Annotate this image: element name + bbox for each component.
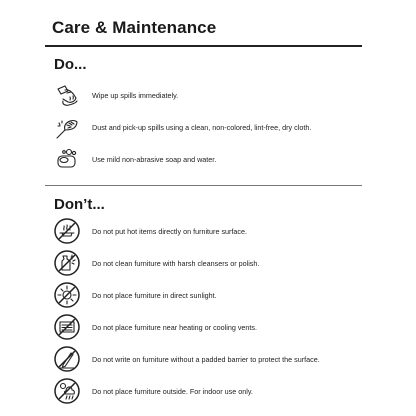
dont-item <box>52 376 372 406</box>
dont-heading: Don’t... <box>54 196 105 213</box>
do-heading: Do... <box>54 56 87 73</box>
dont-item-text: Do not place furniture in direct sunlight. <box>92 290 217 300</box>
section-divider <box>45 185 362 186</box>
dont-item <box>52 312 372 342</box>
no-writing-icon <box>52 344 82 374</box>
duster-icon <box>52 112 82 142</box>
dont-item <box>52 344 372 374</box>
no-hot-items-icon <box>52 216 82 246</box>
dont-item-text: Do not place furniture near heating or cooling vents. <box>92 322 258 332</box>
title-divider <box>45 45 362 47</box>
dont-item <box>52 280 372 310</box>
no-heating-vents-icon <box>52 312 82 342</box>
soap-icon <box>52 144 82 174</box>
page-title: Care & Maintenance <box>52 18 217 37</box>
no-sunlight-icon <box>52 280 82 310</box>
dont-item-text: Do not place furniture outside. For indoor use only. <box>92 386 253 396</box>
dont-item-text: Do not clean furniture with harsh cleansers or polish. <box>92 258 260 268</box>
no-harsh-cleansers-icon <box>52 248 82 278</box>
do-item-text: Dust and pick-up spills using a clean, non-colored, lint-free, dry cloth. <box>92 122 312 132</box>
do-item <box>52 144 372 174</box>
dont-item <box>52 248 372 278</box>
do-item <box>52 80 372 110</box>
wipe-spill-icon <box>52 80 82 110</box>
do-item-text: Wipe up spills immediately. <box>92 90 179 100</box>
do-item <box>52 112 372 142</box>
do-item-text: Use mild non-abrasive soap and water. <box>92 154 217 164</box>
dont-item-text: Do not put hot items directly on furniture surface. <box>92 226 248 236</box>
dont-item-text: Do not write on furniture without a padded barrier to protect the surface. <box>92 354 320 364</box>
dont-item <box>52 216 372 246</box>
no-outdoor-icon <box>52 376 82 406</box>
